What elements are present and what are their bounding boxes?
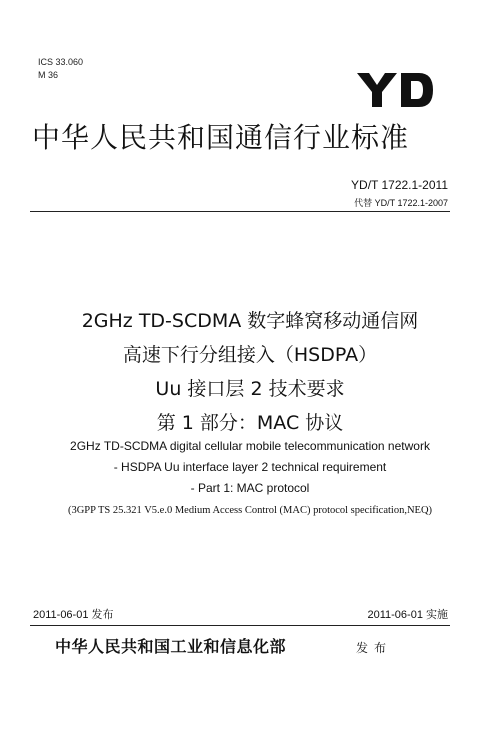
title-en-line-1: 2GHz TD-SCDMA digital cellular mobile telecommunication network — [70, 439, 430, 453]
title-cn-line-1: 2GHz TD-SCDMA 数字蜂窝移动通信网 — [81, 310, 419, 332]
title-en-line-4: (3GPP TS 25.321 V5.e.0 Medium Access Control (MAC) protocol specification,NEQ) — [67, 505, 433, 516]
ics-code: ICS 33.060 — [38, 57, 84, 67]
replaces-standard: 代替 YD/T 1722.1-2007 — [354, 198, 448, 208]
standard-number: YD/T 1722.1-2011 — [351, 178, 448, 192]
ccs-code: M 36 — [38, 70, 59, 80]
implementation-date: 2011-06-01 实施 — [367, 609, 448, 621]
issuing-body-title: 中华人民共和国通信行业标准 — [32, 121, 410, 154]
title-en-line-3: - Part 1: MAC protocol — [190, 481, 310, 495]
title-en-line-2: - HSDPA Uu interface layer 2 technical requirement — [113, 460, 387, 474]
title-cn-line-3: Uu 接口层 2 技术要求 — [155, 378, 345, 400]
publisher-name: 中华人民共和国工业和信息化部 — [55, 637, 287, 656]
yd-logo — [355, 70, 435, 110]
bottom-divider — [30, 625, 450, 626]
title-cn-line-4: 第 1 部分：MAC 协议 — [156, 412, 344, 434]
title-cn-line-2: 高速下行分组接入（HSDPA） — [122, 344, 378, 366]
publish-label: 发布 — [356, 641, 393, 655]
top-divider — [30, 211, 450, 212]
issue-date: 2011-06-01 发布 — [33, 609, 114, 621]
